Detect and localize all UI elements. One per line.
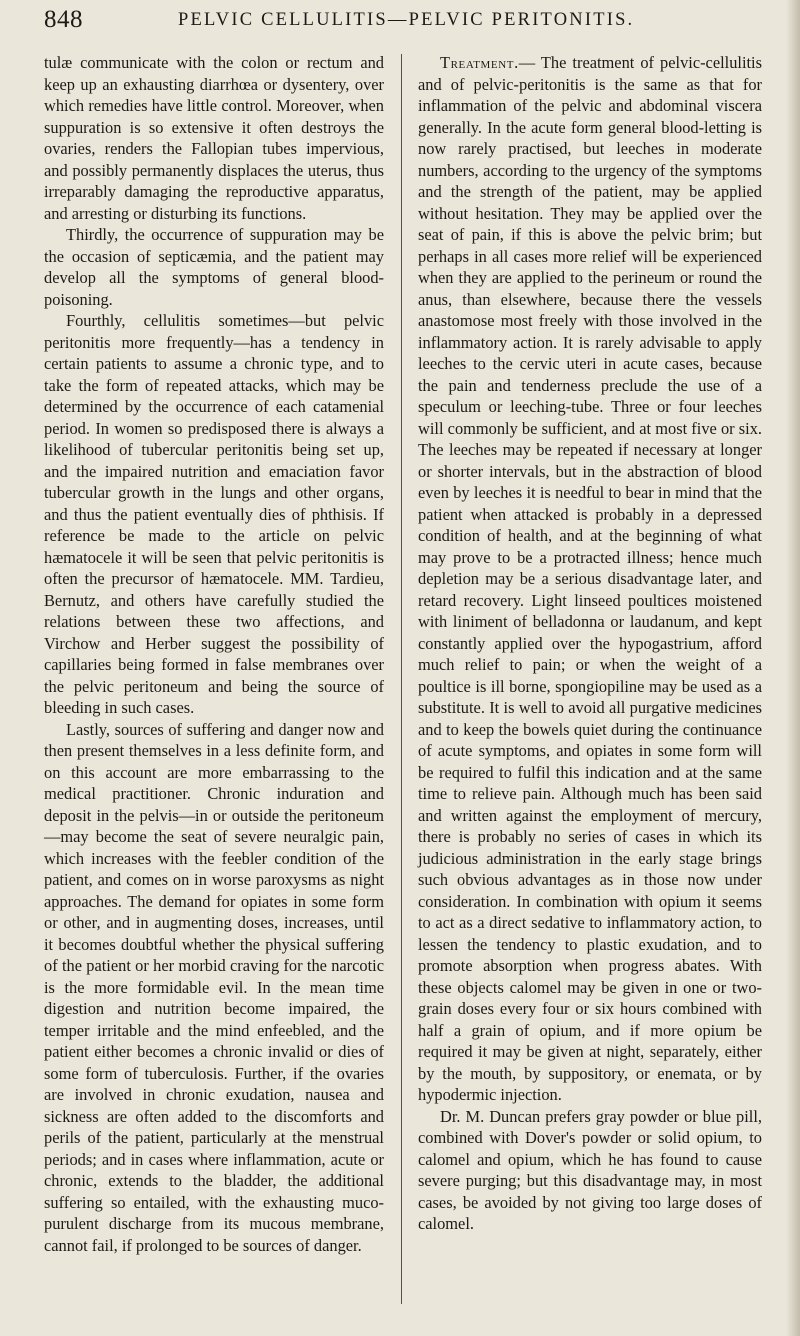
paragraph-text: — The treatment of pelvic-cellulitis and of pelvic-peritonitis is the same as that for inflammation of the pelvic and abdominal viscera generally. In the acute form general blood-letting is now rarely practised, but leeches in moderate numbers, according to the urgency of the symptoms and the strength of the patient, may be applied without hesitation. They may be applied over the seat of pain, if this is above the pelvic brim; but perhaps in all cases more relief will be experienced when they are applied to the perineum or round the anus, than elsewhere, because there the vessels anastomose most freely with those involved in the inflammatory action. It is rarely advisable to apply leeches to the cervic uteri in acute cases, because the pain and tenderness preclude the use of a speculum or leeching-tube. Three or four leeches will commonly be sufficient, and at most five or six. The leeches may be repeated if necessary at longer or shorter intervals, but in the abstraction of blood even by leeches it is needful to bear in mind that the patient when attacked is probably in a depressed condition of health, and at the beginning of what may prove to be a protracted illness; hence much depletion may be a serious disadvantage later, and retard recovery. Light linseed poultices moistened with liniment of belladonna or laudanum, and kept constantly applied over the hypogastrium, afford much relief to pain; or when the weight of a poultice is ill borne, spongiopiline may be used as a substitute. It is well to avoid all purgative medicines and to keep the bowels quiet during the continuance of acute symptoms, and opiates in some form will be required to fulfil this indication and at the same time to relieve pain. Although much has been said and written against the employment of mercury, there is probably no series of cases in which its judicious administration in the early stage brings such obvious advantages as in those now under consideration. In combination with opium it seems to act as a direct sedative to inflammatory action, to lessen the tendency to plastic exudation, and to promote absorption when progress abates. With these objects calomel may be given in one or two-grain doses every four or six hours combined with half a grain of opium, and if more opium be required it may be given at night, separately, either by the mouth, by suppository, or enemata, or by hypodermic injection.	[418, 53, 762, 1104]
right-column	[418, 52, 762, 1235]
page-header	[44, 6, 784, 42]
paragraph: tulæ communicate with the colon or rectum and keep up an exhausting diarrhœa or dysentery, over which remedies have little control. Moreover, when suppuration is so extensive it often destroys the ovaries, renders the Fallopian tubes impervious, and possibly permanently displaces the uterus, thus irreparably damaging the reproductive apparatus, and arresting or disturbing its functions.	[44, 53, 384, 223]
page-edge-shadow	[786, 0, 800, 1336]
paragraph: Lastly, sources of suffering and danger now and then present themselves in a less definite form, and on this account are more embarrassing to the medical practitioner. Chronic induration and deposit in the pelvis—in or outside the peritoneum—may become the seat of severe neuralgic pain, which increases with the feebler condition of the patient, and comes on in worse paroxysms as night approaches. The demand for opiates in some form or other, and in augmenting doses, increases, until it becomes doubtful whether the physical suffering of the patient or her morbid craving for the narcotic is the more formidable evil. In the mean time digestion and nutrition become impaired, the temper irritable and the mind enfeebled, and the patient either becomes a chronic invalid or dies of some form of tuberculosis. Further, if the ovaries are involved in chronic exudation, nausea and sickness are often added to the discomforts and perils of the patient, particularly at the menstrual periods; and in cases where inflammation, acute or chronic, extends to the bladder, the additional suffering so entailed, with the exhausting muco-purulent discharge from its mucous membrane, cannot fail, if prolonged to be sources of danger.	[44, 719, 384, 1255]
section-lead-in: Treatment.	[440, 53, 519, 72]
left-column	[44, 52, 384, 1256]
paragraph: Dr. M. Duncan prefers gray powder or blue pill, combined with Dover's powder or solid opium, to calomel and opium, which he has found to cause severe purging; but this disadvantage may, in most cases, be avoided by not giving too large doses of calomel.	[418, 1106, 762, 1233]
column-divider	[401, 54, 402, 1304]
paragraph	[418, 52, 762, 1106]
running-head: PELVIC CELLULITIS—PELVIC PERITONITIS.	[178, 10, 635, 30]
paragraph: Thirdly, the occurrence of suppuration may be the occasion of septicæmia, and the patient may develop all the symptoms of general blood-poisoning.	[44, 225, 384, 309]
paragraph: Fourthly, cellulitis sometimes—but pelvic peritonitis more frequently—has a tendency in certain patients to assume a chronic type, and to take the form of repeated attacks, which may be determined by the occurrence of each catamenial period. In women so predisposed there is always a likelihood of tubercular peritonitis being set up, and the impaired nutrition and emaciation favor tubercular growth in the lungs and other organs, and thus the patient eventually dies of phthisis. If reference be made to the article on pelvic hæmatocele it will be seen that pelvic peritonitis is often the precursor of hæmatocele. MM. Tardieu, Bernutz, and others have carefully studied the relations between these two affections, and Virchow and Herber suggest the possibility of capillaries being formed in false membranes over the pelvic peritoneum and being the source of bleeding in such cases.	[44, 311, 384, 717]
page-number: 848	[44, 6, 83, 33]
